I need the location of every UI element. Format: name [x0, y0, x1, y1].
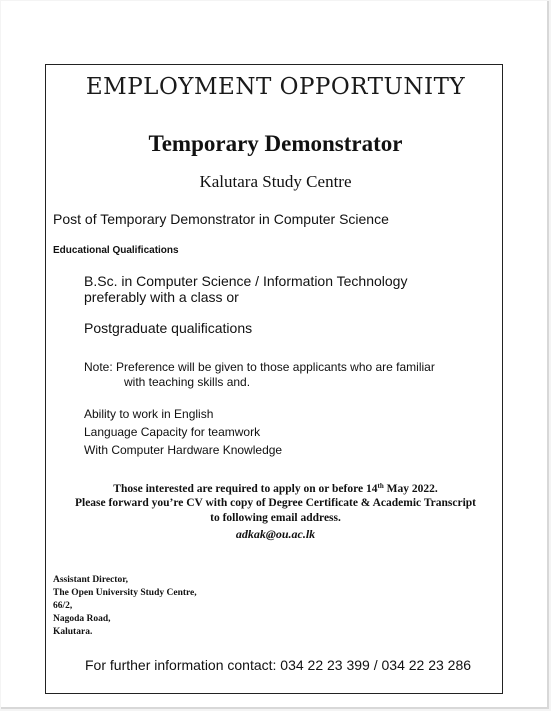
address-line: The Open University Study Centre,: [53, 588, 197, 598]
study-centre: Kalutara Study Centre: [199, 172, 352, 191]
address-line: Assistant Director,: [53, 575, 128, 585]
qualifications-heading: Educational Qualifications: [53, 245, 179, 256]
application-instructions-continued: to following email address.: [210, 512, 341, 524]
qualification-line: preferably with a class or: [84, 289, 239, 305]
document-heading: EMPLOYMENT OPPORTUNITY: [85, 74, 466, 100]
document-border: [45, 64, 503, 694]
address-line: Nagoda Road,: [53, 614, 111, 624]
deadline-text: Those interested are required to apply on or before 14: [113, 483, 378, 495]
post-description: Post of Temporary Demonstrator in Computer Science: [53, 211, 389, 227]
ordinal-suffix: th: [377, 482, 384, 490]
contact-email: adkak@ou.ac.lk: [235, 527, 316, 541]
qualification-degree: [84, 273, 407, 305]
qualification-line: B.Sc. in Computer Science / Information Technology: [84, 273, 408, 289]
preference-note: Note: Preference will be given to those applicants who are familiar: [84, 360, 435, 374]
skill-item: With Computer Hardware Knowledge: [84, 443, 283, 457]
skill-item: Ability to work in English: [84, 407, 214, 421]
address-line: 66/2,: [53, 601, 73, 611]
skill-item: Language Capacity for teamwork: [84, 425, 261, 439]
application-deadline: [0, 482, 551, 495]
job-title: Temporary Demonstrator: [148, 131, 403, 156]
preference-note-continued: with teaching skills and.: [124, 375, 251, 389]
contact-phone: For further information contact: 034 22 23 399 / 034 22 23 286: [85, 657, 472, 673]
application-instructions: Please forward you’re CV with copy of Degree Certificate & Academic Transcript: [74, 497, 476, 509]
qualification-postgraduate: Postgraduate qualifications: [84, 320, 253, 336]
address-line: Kalutara.: [53, 627, 93, 637]
deadline-date: May 2022.: [383, 483, 438, 495]
